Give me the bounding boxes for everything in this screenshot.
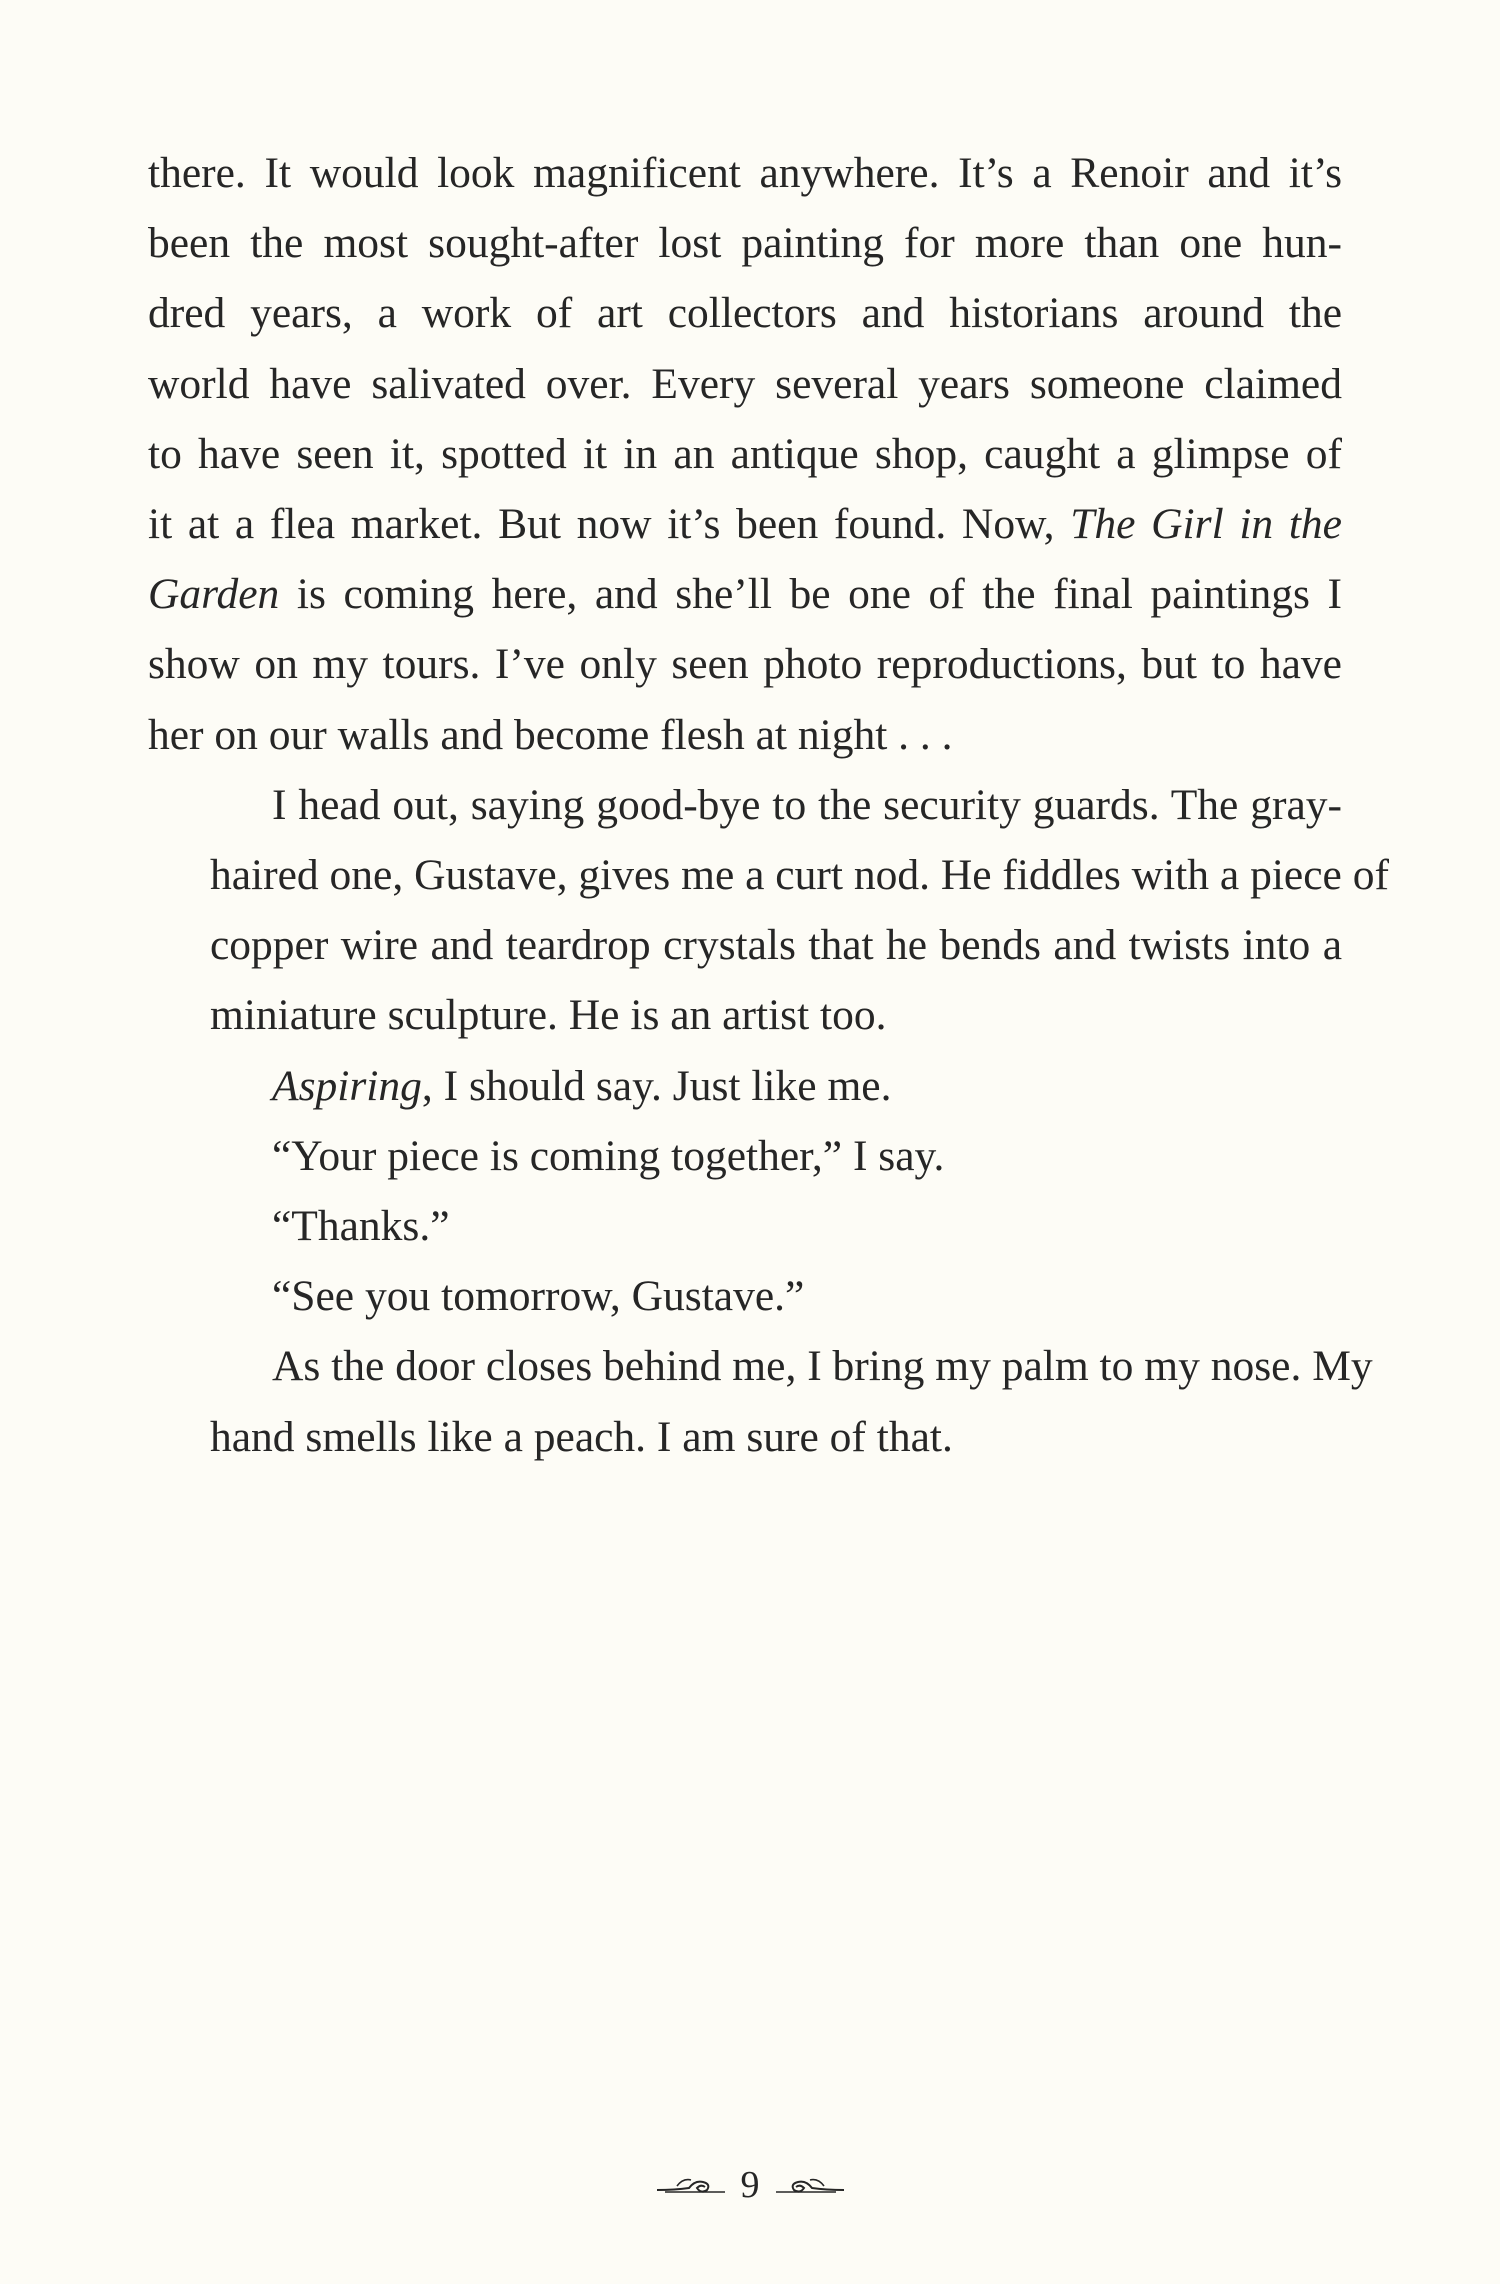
text-line: haired one, Gustave, gives me a curt nod. He fiddles with a piece of	[210, 851, 1389, 900]
text-line: been the most sought-after lost painting for more than one hun-	[148, 219, 1342, 268]
text-run: it at a flea market. But now it’s been found. Now,	[148, 500, 1071, 549]
paragraph-painting	[148, 138, 1342, 770]
text-line: copper wire and teardrop crystals that he bends and twists into a	[210, 921, 1342, 970]
text-line: her on our walls and become flesh at night . . .	[148, 710, 953, 759]
text-line: to have seen it, spotted it in an antique shop, caught a glimpse of	[148, 429, 1342, 478]
text-line: dred years, a work of art collectors and historians around the	[148, 289, 1342, 338]
text-run: , I should say. Just like me.	[421, 1061, 892, 1110]
dialogue-line	[148, 1191, 1342, 1261]
paragraph-door	[148, 1331, 1373, 1471]
text-line: hand smells like a peach. I am sure of that.	[210, 1412, 953, 1461]
text-line: “See you tomorrow, Gustave.”	[272, 1272, 805, 1321]
text-line: “Thanks.”	[272, 1202, 450, 1251]
text-line: there. It would look magnificent anywhere. It’s a Renoir and it’s	[148, 149, 1342, 197]
text-line: As the door closes behind me, I bring my palm to my nose. My	[272, 1342, 1373, 1391]
aspiring-italic: Aspiring	[272, 1061, 422, 1110]
flourish-left-icon	[655, 2174, 727, 2196]
flourish-right-icon	[774, 2174, 846, 2196]
body-text	[148, 138, 1389, 1472]
text-line: world have salivated over. Every several years someone claimed	[148, 359, 1342, 408]
text-line: miniature sculpture. He is an artist too.	[210, 991, 887, 1040]
dialogue-line	[148, 1261, 1342, 1331]
painting-title-italic: Garden	[148, 570, 280, 619]
page-footer	[0, 2160, 1500, 2210]
page-number: 9	[740, 2164, 760, 2206]
text-line: I head out, saying good-bye to the security guards. The gray-	[272, 780, 1342, 829]
paragraph-aspiring	[148, 1051, 1342, 1121]
text-line	[148, 559, 1342, 629]
dialogue-line	[148, 1121, 1342, 1191]
text-line	[148, 489, 1342, 559]
text-line: “Your piece is coming together,” I say.	[272, 1131, 945, 1180]
paragraph-guards	[148, 770, 1389, 1051]
painting-title-italic: The Girl in the	[1070, 500, 1342, 549]
text-run: is coming here, and she’ll be one of the final paintings I	[279, 570, 1342, 619]
text-line	[148, 1051, 1342, 1121]
text-line: show on my tours. I’ve only seen photo reproductions, but to have	[148, 640, 1342, 689]
